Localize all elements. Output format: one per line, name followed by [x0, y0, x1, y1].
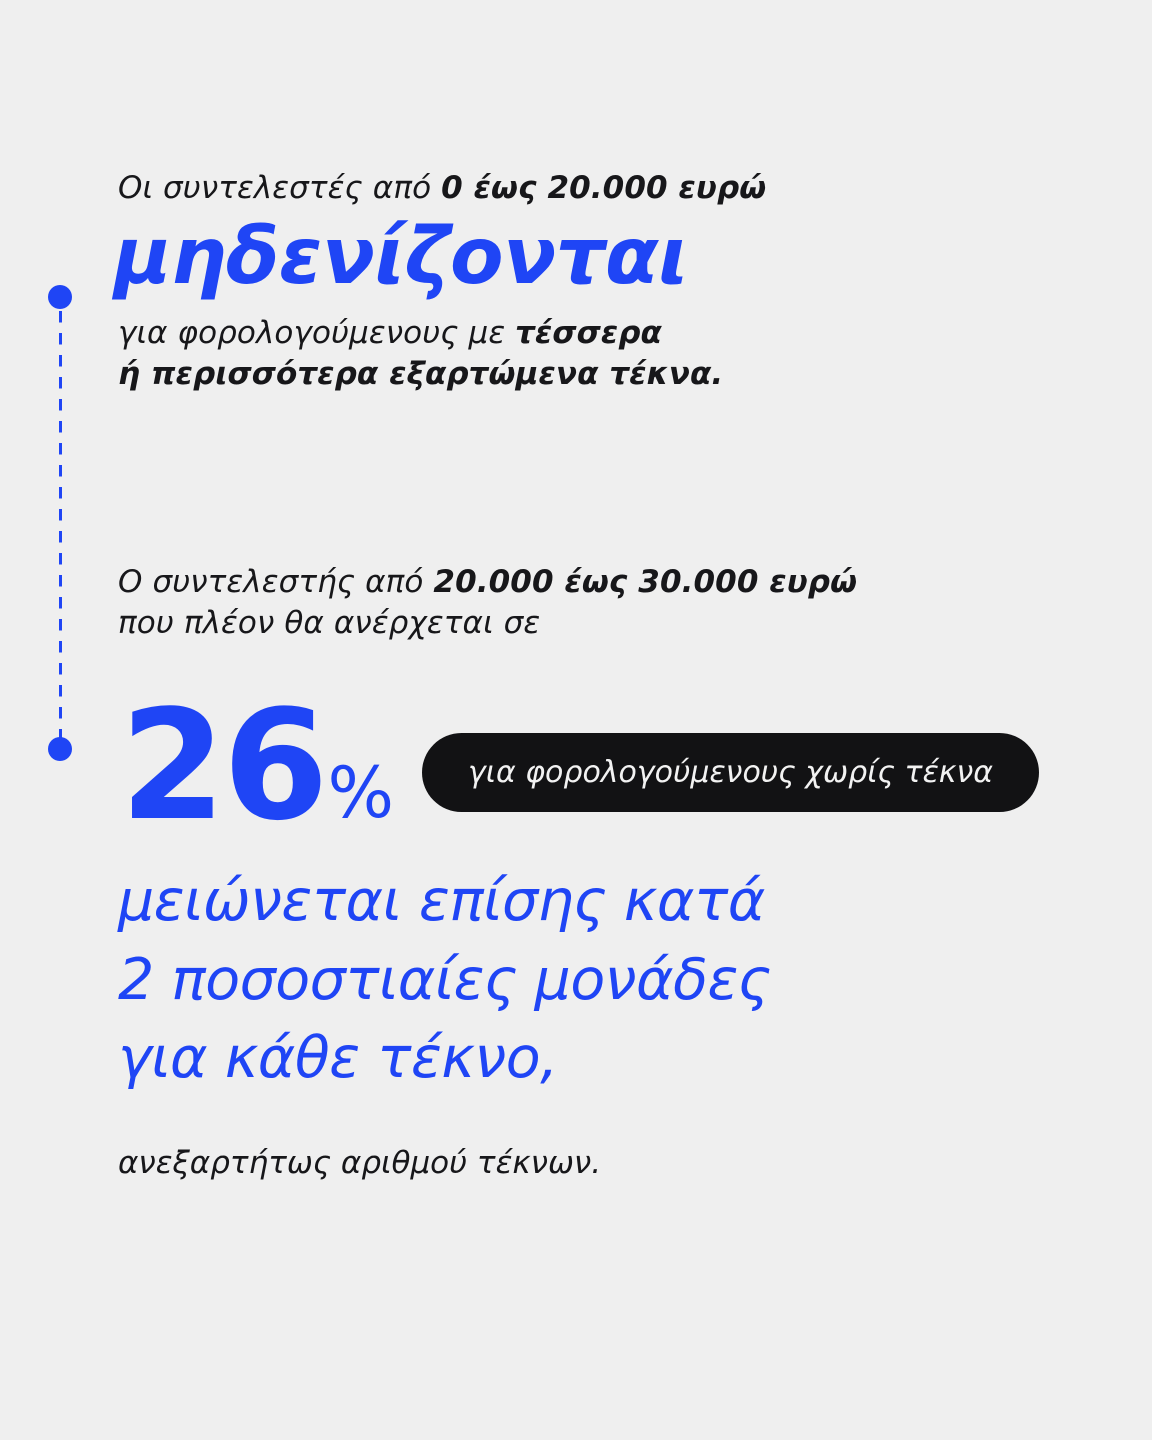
block2-intro-line-1 — [118, 562, 857, 603]
block1-intro-plain: Οι συντελεστές από — [118, 170, 442, 206]
block2-intro-line-2: που πλέον θα ανέρχεται σε — [118, 604, 541, 641]
block1-intro — [118, 168, 766, 209]
percent-value: 26 — [120, 677, 326, 854]
reduction-line-2: 2 ποσοστιαίες μονάδες — [118, 946, 771, 1013]
block2-intro-plain: Ο συντελεστής από — [118, 564, 434, 600]
timeline-connector — [45, 285, 85, 765]
block1-sub-bold: τέσσερα — [515, 314, 662, 351]
block1-sub-plain: για φορολογούμενους με — [118, 314, 516, 351]
block1-subline-2 — [118, 354, 766, 395]
reduction-line-1: μειώνεται επίσης κατά — [118, 868, 765, 934]
reduction-line-3: για κάθε τέκνο, — [118, 1025, 558, 1092]
timeline-dot-top — [48, 285, 72, 309]
block1-sub-bold-2: ή περισσότερα εξαρτώμενα τέκνα. — [118, 355, 724, 392]
reduction-statement — [118, 862, 771, 1098]
footer-note: ανεξαρτήτως αριθμού τέκνων. — [118, 1145, 602, 1181]
block1-subline-1 — [118, 313, 766, 354]
block-reduced-rate-intro — [118, 562, 857, 644]
percent-sign: % — [327, 752, 395, 834]
timeline-dot-bottom — [48, 737, 72, 761]
block-zero-rate — [114, 168, 767, 395]
block2-intro-bold: 20.000 έως 30.000 ευρώ — [433, 564, 858, 600]
timeline-dashed-line — [59, 311, 62, 739]
block1-headline: μηδενίζονται — [114, 211, 689, 302]
pill-badge-no-children: για φορολογούμενους χωρίς τέκνα — [422, 733, 1039, 812]
percent-row — [118, 677, 1039, 854]
block1-intro-bold: 0 έως 20.000 ευρώ — [441, 170, 767, 206]
